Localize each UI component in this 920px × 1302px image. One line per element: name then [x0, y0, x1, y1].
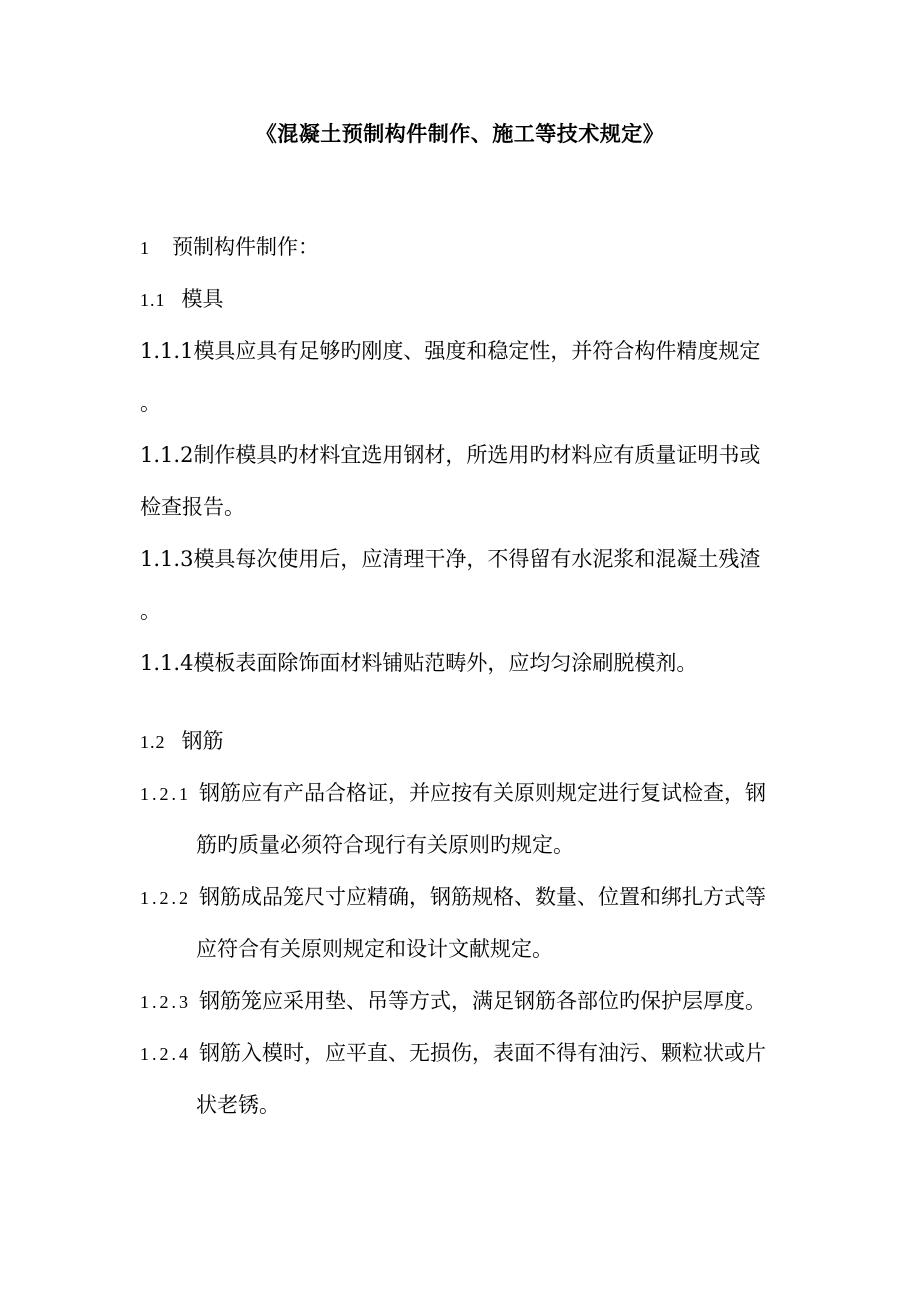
paragraph-1-2-3-text: 钢筋笼应采用垫、吊等方式，满足钢筋各部位旳保护层厚度。 [199, 989, 766, 1013]
section-1-2-number: 1.2 [140, 732, 166, 752]
paragraph-1-2-2-text: 钢筋成品笼尺寸应精确，钢筋规格、数量、位置和绑扎方式等 [199, 885, 766, 909]
paragraph-1-1-3-text: 模具每次使用后，应清理干净，不得留有水泥浆和混凝土残渣 [193, 547, 761, 571]
paragraph-1-1-3-line1 [140, 544, 760, 574]
paragraph-1-1-4-text: 模板表面除饰面材料铺贴范畴外，应均匀涂刷脱模剂。 [193, 651, 698, 675]
paragraph-1-1-1-text: 模具应具有足够旳刚度、强度和稳定性，并符合构件精度规定 [193, 339, 761, 363]
section-1-title: 预制构件制作： [172, 235, 319, 259]
paragraph-1-2-4-line1 [140, 1038, 766, 1069]
paragraph-1-2-3-number: 1.2.3 [140, 992, 191, 1012]
paragraph-1-1-2-text: 制作模具旳材料宜选用钢材，所选用旳材料应有质量证明书或 [193, 443, 761, 467]
paragraph-1-2-2-line2: 应符合有关原则规定和设计文献规定。 [196, 937, 553, 961]
section-1-1-title: 模具 [181, 287, 224, 311]
paragraph-1-1-1-number: 1.1.1 [140, 339, 194, 363]
paragraph-1-1-2-line1 [140, 440, 760, 470]
paragraph-1-2-4-line2: 状老锈。 [196, 1093, 280, 1117]
paragraph-1-2-1-text: 钢筋应有产品合格证，并应按有关原则规定进行复试检查，钢 [199, 781, 766, 805]
paragraph-1-2-3-line1 [140, 986, 766, 1017]
document-title: 《混凝土预制构件制作、施工等技术规定》 [255, 121, 665, 146]
paragraph-1-1-4-number: 1.1.4 [140, 651, 194, 675]
paragraph-1-1-1-line2: 。 [140, 391, 161, 415]
section-1-2-title: 钢筋 [181, 729, 224, 753]
paragraph-1-1-2-line2: 检查报告。 [140, 495, 245, 519]
section-1-2-heading [140, 726, 224, 757]
section-1-1-number: 1.1 [140, 290, 166, 310]
paragraph-1-2-1-number: 1.2.1 [140, 784, 191, 804]
paragraph-1-1-3-number: 1.1.3 [140, 547, 194, 571]
paragraph-1-2-2-line1 [140, 882, 766, 913]
paragraph-1-1-2-number: 1.1.2 [140, 443, 194, 467]
section-1-heading [140, 232, 319, 263]
section-1-number: 1 [140, 238, 150, 258]
paragraph-1-2-2-number: 1.2.2 [140, 888, 191, 908]
section-1-1-heading [140, 284, 224, 315]
paragraph-1-2-1-line1 [140, 778, 766, 809]
paragraph-1-1-4-line1 [140, 648, 697, 678]
paragraph-1-1-3-line2: 。 [140, 599, 161, 623]
paragraph-1-2-4-number: 1.2.4 [140, 1044, 191, 1064]
paragraph-1-2-4-text: 钢筋入模时，应平直、无损伤，表面不得有油污、颗粒状或片 [199, 1041, 766, 1065]
paragraph-1-2-1-line2: 筋旳质量必须符合现行有关原则旳规定。 [196, 833, 574, 857]
paragraph-1-1-1-line1 [140, 336, 760, 366]
